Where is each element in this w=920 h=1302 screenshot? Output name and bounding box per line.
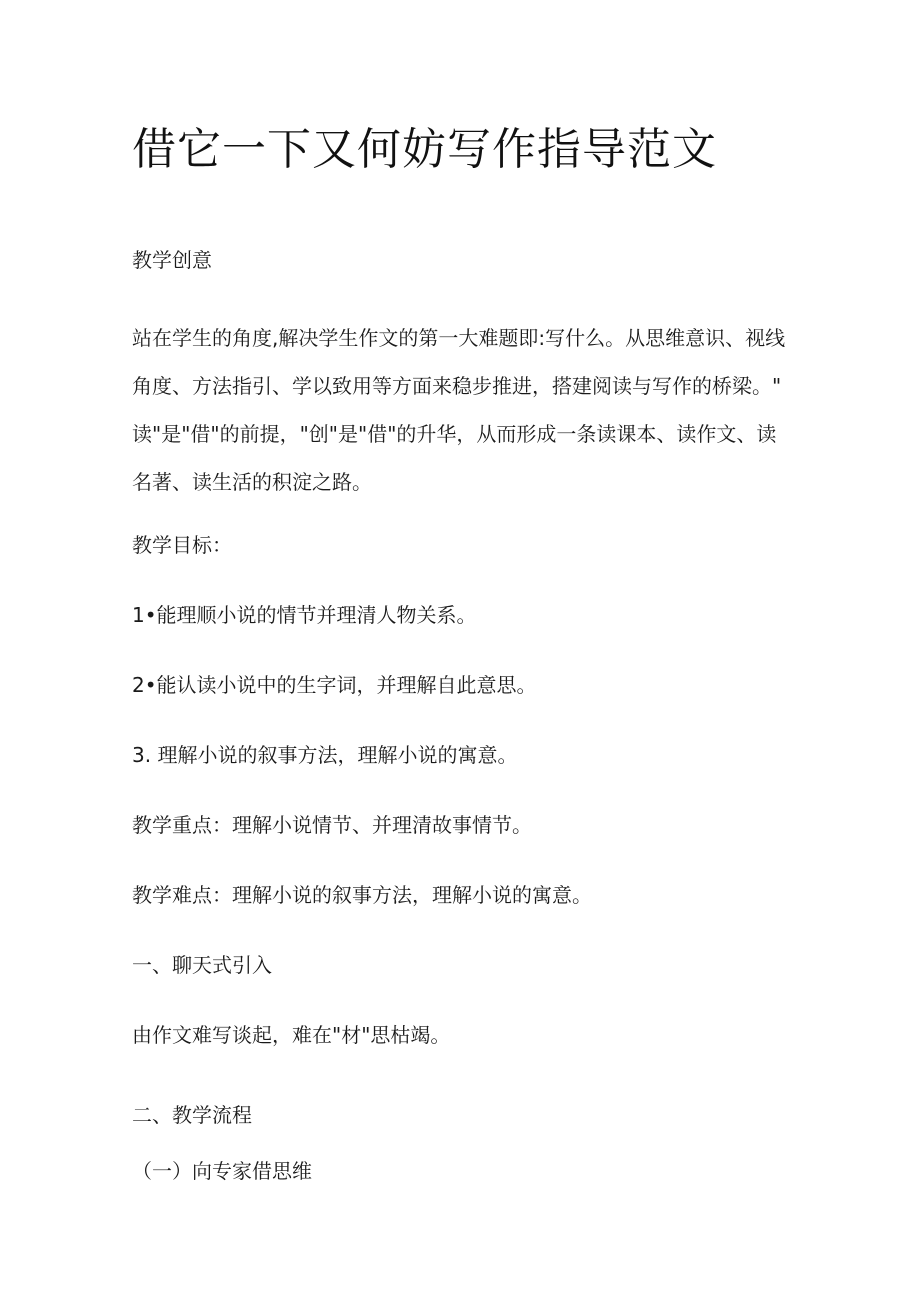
paragraph-line: 名著、读生活的积淀之路。: [132, 470, 372, 494]
goal-item: 3. 理解小说的叙事方法，理解小说的寓意。: [132, 743, 518, 767]
goal-item: 2•能认读小说中的生字词，并理解自此意思。: [132, 673, 537, 697]
subsection-heading: （一）向专家借思维: [132, 1159, 312, 1183]
intro-text: 由作文难写谈起，难在"材"思枯竭。: [132, 1023, 451, 1047]
document-title: 借它一下又何妨写作指导范文: [132, 124, 717, 175]
section-heading-process: 二、教学流程: [132, 1103, 252, 1127]
paragraph-line: 角度、方法指引、学以致用等方面来稳步推进，搭建阅读与写作的桥梁。": [132, 374, 782, 398]
creative-paragraph: [132, 314, 792, 506]
paragraph-line: 读"是"借"的前提，"创"是"借"的升华，从而形成一条读课本、读作文、读: [132, 422, 777, 446]
key-point: 教学重点：理解小说情节、并理清故事情节。: [132, 813, 532, 837]
goal-item: 1•能理顺小说的情节并理清人物关系。: [132, 603, 477, 627]
goals-heading: 教学目标：: [132, 533, 232, 557]
difficult-point: 教学难点：理解小说的叙事方法，理解小说的寓意。: [132, 883, 592, 907]
section-heading-creative: 教学创意: [132, 248, 212, 272]
paragraph-line: 站在学生的角度,解决学生作文的第一大难题即:写什么。从思维意识、视线: [132, 326, 786, 350]
section-heading-intro: 一、聊天式引入: [132, 953, 272, 977]
